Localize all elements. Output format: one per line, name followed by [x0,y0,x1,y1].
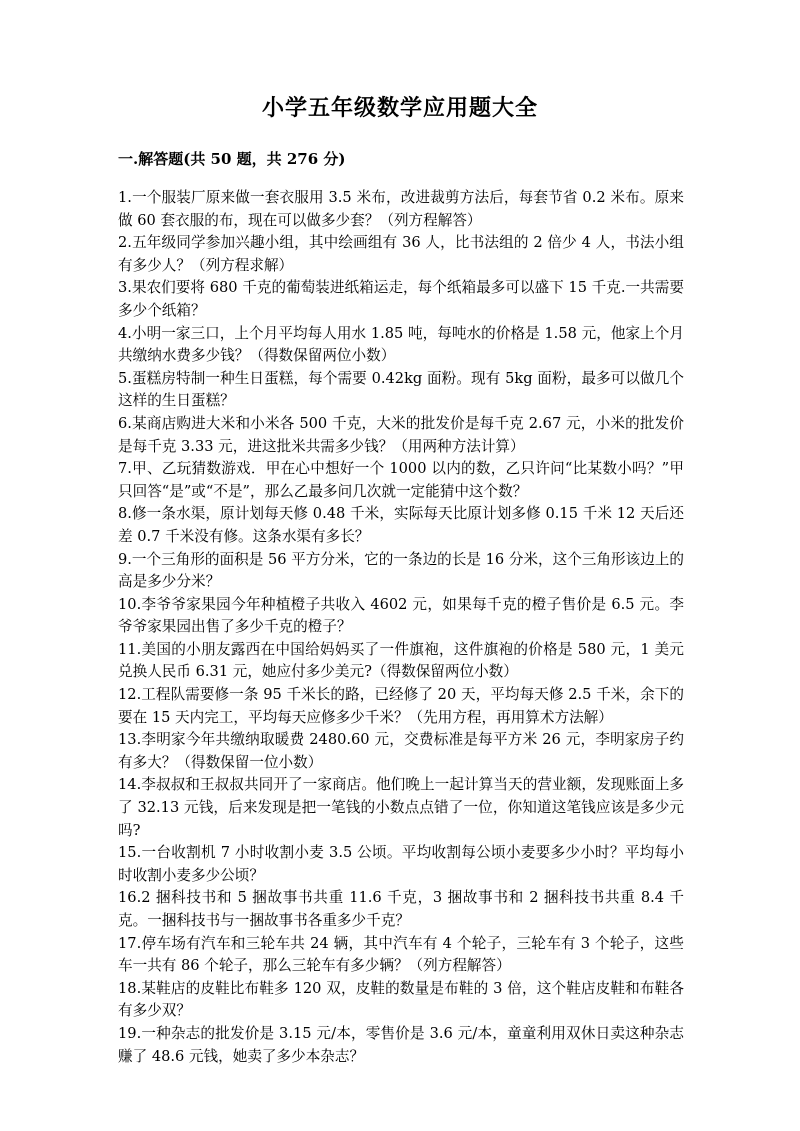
question-item: 8.修一条水渠，原计划每天修 0.48 千米，实际每天比原计划多修 0.15 千米 12 天后还差 0.7 千米没有修。这条水渠有多长？ [118,505,684,545]
question-item: 9.一个三角形的面积是 56 平方分米，它的一条边的长是 16 分米，这个三角形该边上的高是多少分米？ [118,550,684,591]
document-title: 小学五年级数学应用题大全 [261,95,538,121]
question-item: 7.甲、乙玩猜数游戏．甲在心中想好一个 1000 以内的数，乙只许问“比某数小吗？”甲只回答“是”或“不是”，那么乙最多问几次就一定能猜中这个数？ [118,460,684,500]
question-item: 3.果农们要将 680 千克的葡萄装进纸箱运走，每个纸箱最多可以盛下 15 千克.一共需要多少个纸箱？ [118,279,684,319]
question-item: 5.蛋糕房特制一种生日蛋糕，每个需要 0.42kg 面粉。现有 5kg 面粉，最多可以做几个这样的生日蛋糕？ [118,369,684,410]
question-item: 14.李叔叔和王叔叔共同开了一家商店。他们晚上一起计算当天的营业额，发现账面上多了 32.13 元钱，后来发现是把一笔钱的小数点点错了一位，你知道这笔钱应该是多少元吗? [118,776,684,839]
question-list [118,187,684,1068]
question-item: 13.李明家今年共缴纳取暖费 2480.60 元，交费标准是每平方米 26 元，李明家房子约有多大？（得数保留一位小数） [118,731,684,771]
question-item: 1.一个服装厂原来做一套衣服用 3.5 米布，改进裁剪方法后，每套节省 0.2 米布。原来做 60 套衣服的布，现在可以做多少套？（列方程解答） [118,189,684,229]
question-item: 16.2 捆科技书和 5 捆故事书共重 11.6 千克，3 捆故事书和 2 捆科技书共重 8.4 千克。一捆科技书与一捆故事书各重多少千克？ [118,889,684,929]
question-item: 18.某鞋店的皮鞋比布鞋多 120 双，皮鞋的数量是布鞋的 3 倍，这个鞋店皮鞋和布鞋各有多少双？ [118,979,684,1020]
question-item: 6.某商店购进大米和小米各 500 千克，大米的批发价是每千克 2.67 元，小米的批发价是每千克 3.33 元，进这批米共需多少钱？（用两种方法计算） [118,414,684,455]
question-item: 11.美国的小朋友露西在中国给妈妈买了一件旗袍，这件旗袍的价格是 580 元，1 美元兑换人民币 6.31 元，她应付多少美元?（得数保留两位小数） [118,640,684,681]
question-item: 19.一种杂志的批发价是 3.15 元/本，零售价是 3.6 元/本，童童利用双休日卖这种杂志赚了 48.6 元钱，她卖了多少本杂志？ [118,1024,684,1065]
question-item: 15.一台收割机 7 小时收割小麦 3.5 公顷。平均收割每公顷小麦要多少小时？平均每小时收割小麦多少公顷？ [118,844,684,884]
question-item: 17.停车场有汽车和三轮车共 24 辆，其中汽车有 4 个轮子，三轮车有 3 个轮子，这些车一共有 86 个轮子，那么三轮车有多少辆？（列方程解答） [118,934,684,975]
question-item: 2.五年级同学参加兴趣小组，其中绘画组有 36 人，比书法组的 2 倍少 4 人，书法小组有多少人？（列方程求解） [118,234,684,274]
question-item: 12.工程队需要修一条 95 千米长的路，已经修了 20 天，平均每天修 2.5 千米，余下的要在 15 天内完工，平均每天应修多少千米？（先用方程，再用算术方法解） [118,686,684,726]
section-heading: 一.解答题(共 50 题，共 276 分) [118,150,346,168]
question-item: 10.李爷爷家果园今年种植橙子共收入 4602 元，如果每千克的橙子售价是 6.5 元。李爷爷家果园出售了多少千克的橙子？ [118,595,684,636]
question-item: 4.小明一家三口，上个月平均每人用水 1.85 吨，每吨水的价格是 1.58 元，他家上个月共缴纳水费多少钱？（得数保留两位小数） [118,324,684,365]
